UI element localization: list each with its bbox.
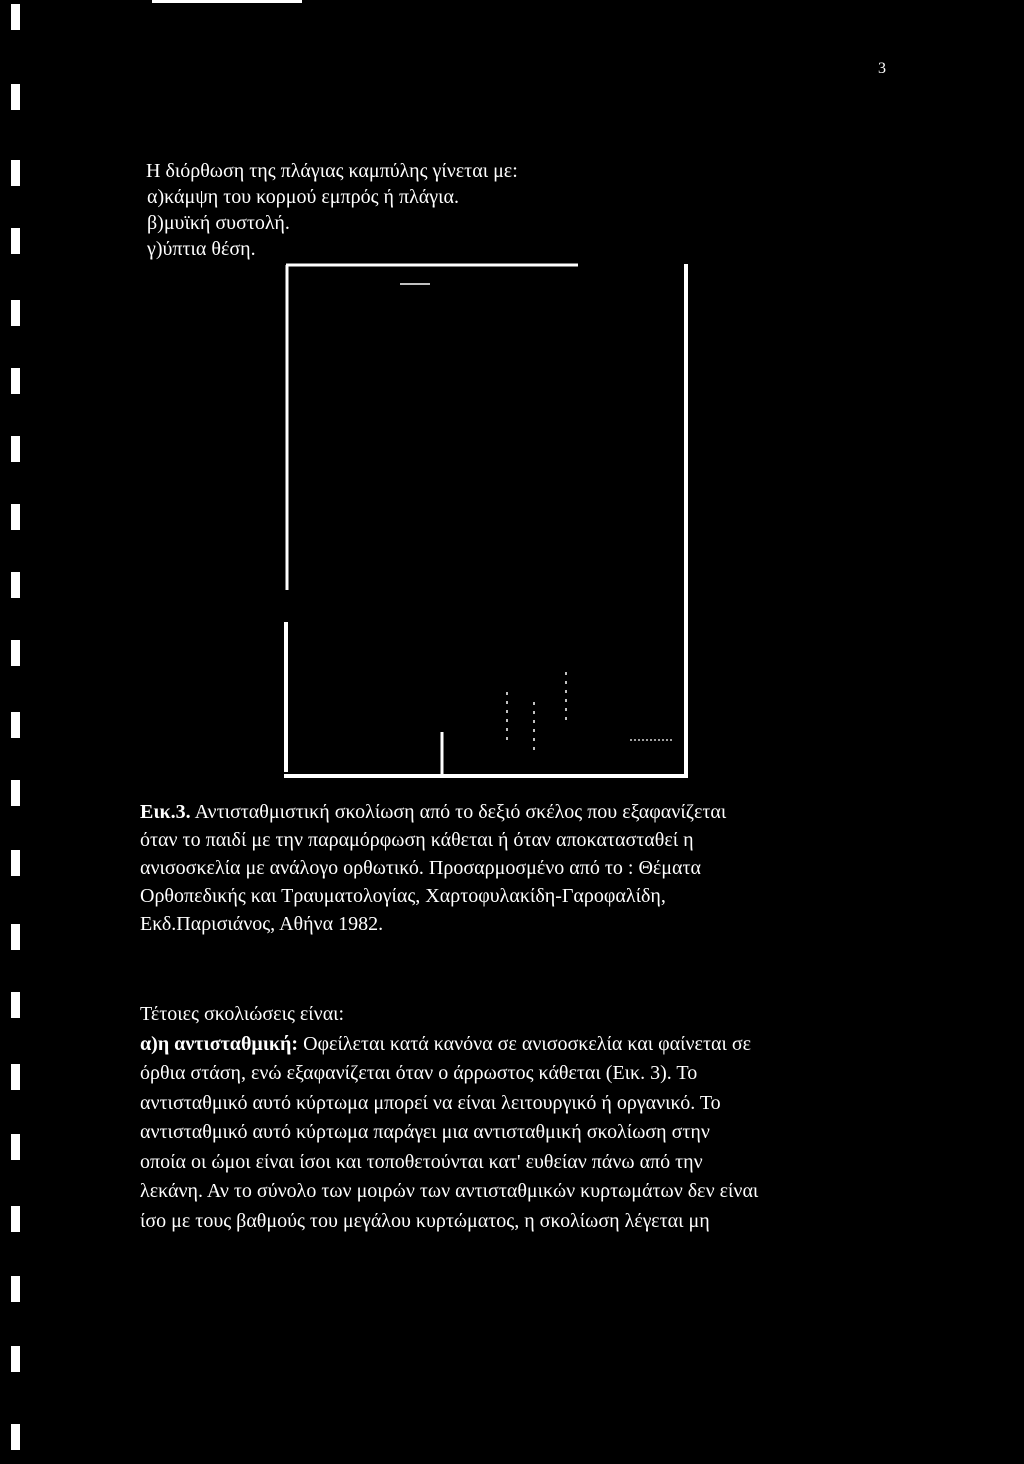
paragraph-line: λεκάνη. Αν το σύνολο των μοιρών των αντισταθμικών κυρτωμάτων δεν είναι (140, 1180, 759, 1202)
scan-edge-mark (11, 1346, 20, 1372)
scan-edge-mark (11, 504, 20, 530)
scan-edge-mark (11, 992, 20, 1018)
figure-3-image (280, 262, 690, 780)
scan-edge-mark (11, 572, 20, 598)
paragraph-line: αντισταθμικό αυτό κύρτωμα μπορεί να είναι λειτουργικό ή οργανικό. Το (140, 1091, 721, 1114)
caption-line: ανισοσκελία με ανάλογο ορθωτικό. Προσαρμοσμένο από το : Θέματα (140, 857, 701, 879)
paragraph-intro-line: Τέτοιες σκολιώσεις είναι: (140, 1003, 345, 1025)
scan-edge-mark (11, 1206, 20, 1232)
intro-item-a: α)κάμψη του κορμού εμπρός ή πλάγια. (147, 186, 459, 208)
scan-edge-mark (11, 640, 20, 666)
compensatory-scoliosis-paragraph (140, 1000, 920, 1236)
scan-edge-mark (11, 850, 20, 876)
figure-3-caption (140, 798, 880, 938)
scan-edge-mark (11, 1134, 20, 1160)
caption-label: Εικ.3. (140, 801, 191, 823)
correction-intro (146, 158, 766, 262)
scan-edge-mark (11, 4, 20, 30)
paragraph-line: όρθια στάση, ενώ εξαφανίζεται όταν ο άρρωστος κάθεται (Εικ. 3). Το (140, 1062, 698, 1084)
scan-edge-mark (11, 1276, 20, 1302)
intro-heading: Η διόρθωση της πλάγιας καμπύλης γίνεται με: (146, 160, 518, 182)
scan-top-edge-line (152, 0, 302, 3)
scan-edge-mark (11, 84, 20, 110)
scan-edge-mark (11, 1064, 20, 1090)
paragraph-line-text: Οφείλεται κατά κανόνα σε ανισοσκελία και φαίνεται σε (298, 1032, 752, 1055)
paragraph-line: ίσο με τους βαθμούς του μεγάλου κυρτώματος, η σκολίωση λέγεται μη (140, 1209, 710, 1232)
caption-line: όταν το παιδί με την παραμόρφωση κάθεται ή όταν αποκατασταθεί η (140, 829, 694, 851)
scan-edge-mark (11, 780, 20, 806)
caption-line-text: Αντισταθμιστική σκολίωση από το δεξιό σκέλος που εξαφανίζεται (194, 801, 727, 823)
paragraph-term: α)η αντισταθμική: (140, 1032, 299, 1055)
intro-item-c: γ)ύπτια θέση. (147, 238, 256, 260)
page-number: 3 (878, 60, 886, 77)
scan-edge-mark (11, 924, 20, 950)
paragraph-line: αντισταθμικό αυτό κύρτωμα παράγει μια αντισταθμική σκολίωση στην (140, 1121, 710, 1143)
scan-left-edge-marks (8, 0, 24, 1464)
scan-edge-mark (11, 300, 20, 326)
scan-edge-mark (11, 160, 20, 186)
scan-edge-mark (11, 228, 20, 254)
caption-line: Ορθοπεδικής και Τραυματολογίας, Χαρτοφυλακίδη-Γαροφαλίδη, (140, 885, 666, 907)
caption-line (140, 798, 880, 826)
caption-line: Εκδ.Παρισιάνος, Αθήνα 1982. (140, 913, 384, 935)
paragraph-line: οποία οι ώμοι είναι ίσοι και τοποθετούνται κατ' ευθείαν πάνω από την (140, 1150, 703, 1173)
scan-edge-mark (11, 368, 20, 394)
intro-item-b: β)μυϊκή συστολή. (147, 212, 290, 234)
scan-edge-mark (11, 436, 20, 462)
scan-edge-mark (11, 1424, 20, 1450)
paragraph-line (140, 1030, 920, 1060)
figure-frame-drawing (280, 262, 690, 780)
scan-edge-mark (11, 712, 20, 738)
